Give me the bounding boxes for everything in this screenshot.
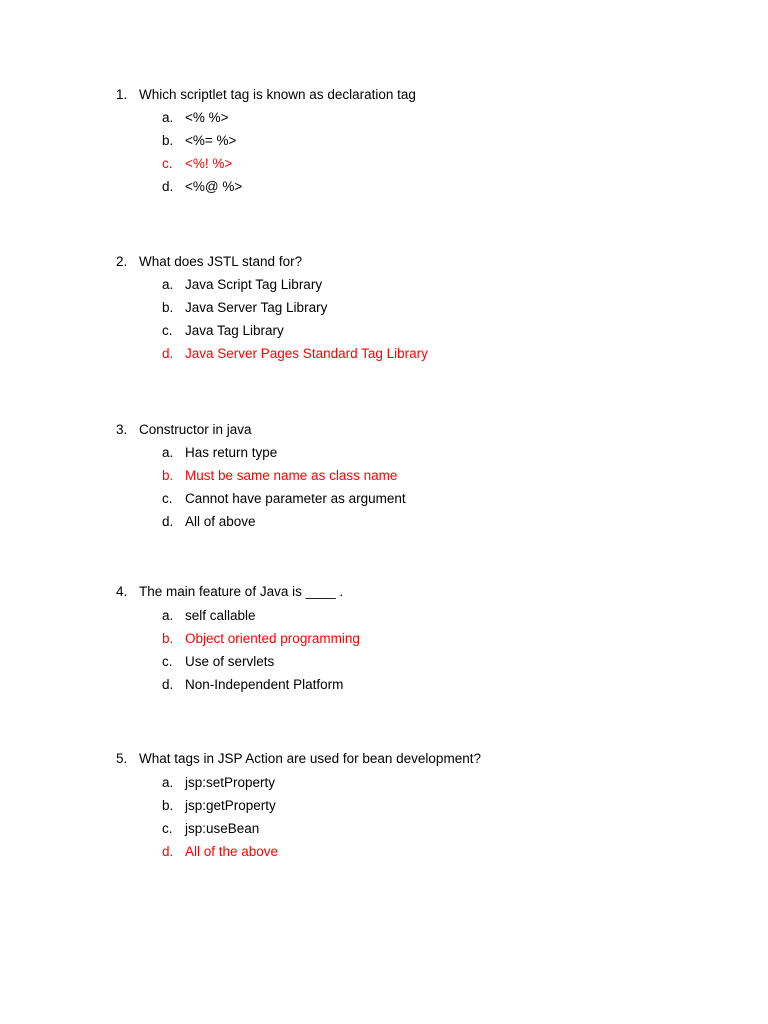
option-letter: b. bbox=[162, 133, 174, 148]
option-text: <%! %> bbox=[185, 156, 233, 171]
option-letter: b. bbox=[162, 300, 174, 315]
option-letter: a. bbox=[162, 277, 174, 292]
option-text: All of the above bbox=[185, 844, 279, 859]
option-text: self callable bbox=[185, 608, 256, 623]
option-letter: a. bbox=[162, 608, 174, 623]
option-letter: b. bbox=[162, 631, 174, 646]
option-text: All of above bbox=[185, 514, 256, 529]
question-text: The main feature of Java is ____ . bbox=[139, 584, 344, 599]
option-letter: d. bbox=[162, 677, 174, 692]
option-text: Non-Independent Platform bbox=[185, 677, 344, 692]
option-letter: d. bbox=[162, 346, 174, 361]
option-text: jsp:getProperty bbox=[185, 798, 276, 813]
option-letter: b. bbox=[162, 798, 174, 813]
option-text: Object oriented programming bbox=[185, 631, 360, 646]
option-text: <% %> bbox=[185, 110, 229, 125]
option-letter: c. bbox=[162, 323, 173, 338]
option-letter: c. bbox=[162, 821, 173, 836]
question-number: 4. bbox=[116, 584, 128, 599]
option-letter: c. bbox=[162, 156, 173, 171]
question-text: What tags in JSP Action are used for bean development? bbox=[139, 751, 481, 766]
option-letter: c. bbox=[162, 491, 173, 506]
option-letter: a. bbox=[162, 110, 174, 125]
option-text: jsp:useBean bbox=[185, 821, 260, 836]
option-letter: a. bbox=[162, 775, 174, 790]
option-letter: b. bbox=[162, 468, 174, 483]
option-text: Java Server Pages Standard Tag Library bbox=[185, 346, 428, 361]
option-letter: d. bbox=[162, 179, 174, 194]
option-text: jsp:setProperty bbox=[185, 775, 276, 790]
option-text: Java Tag Library bbox=[185, 323, 284, 338]
question-number: 2. bbox=[116, 254, 128, 269]
option-text: Java Server Tag Library bbox=[185, 300, 328, 315]
option-text: <%= %> bbox=[185, 133, 237, 148]
option-letter: d. bbox=[162, 844, 174, 859]
option-text: Java Script Tag Library bbox=[185, 277, 323, 292]
option-text: Use of servlets bbox=[185, 654, 275, 669]
option-text: <%@ %> bbox=[185, 179, 243, 194]
option-text: Has return type bbox=[185, 445, 278, 460]
question-text: Constructor in java bbox=[139, 422, 252, 437]
question-number: 1. bbox=[116, 87, 128, 102]
question-text: Which scriptlet tag is known as declaration tag bbox=[139, 87, 416, 102]
option-text: Cannot have parameter as argument bbox=[185, 491, 406, 506]
question-number: 3. bbox=[116, 422, 128, 437]
question-text: What does JSTL stand for? bbox=[139, 254, 303, 269]
option-text: Must be same name as class name bbox=[185, 468, 398, 483]
question-number: 5. bbox=[116, 751, 128, 766]
option-letter: c. bbox=[162, 654, 173, 669]
option-letter: d. bbox=[162, 514, 174, 529]
option-letter: a. bbox=[162, 445, 174, 460]
